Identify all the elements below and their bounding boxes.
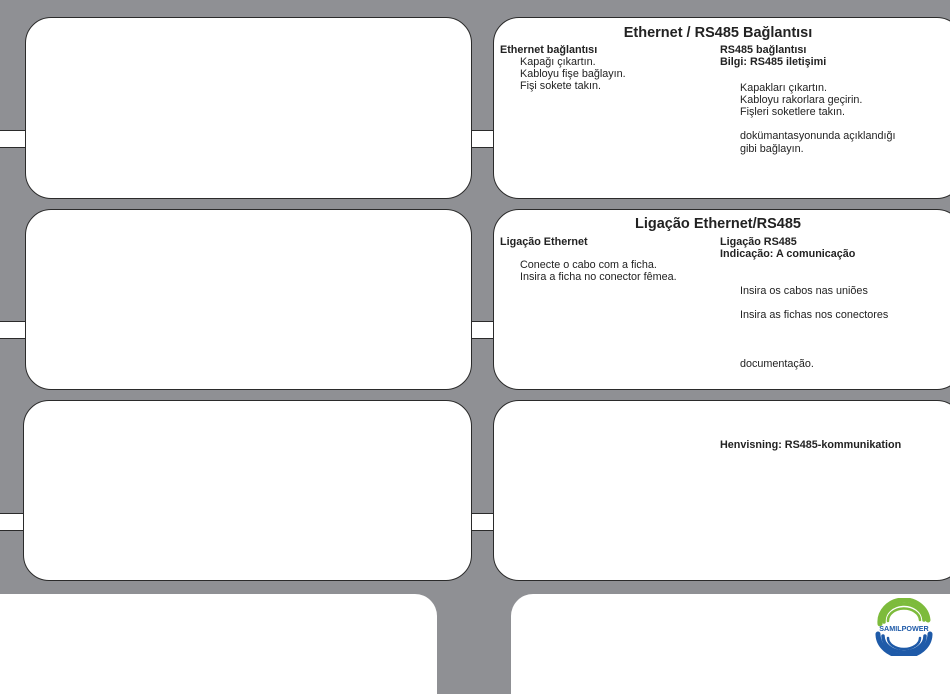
rs485-note-text: dokümantasyonunda açıklandığı: [740, 130, 896, 142]
rs485-step: Insira os cabos nas uniões: [740, 285, 868, 297]
rs485-step: Insira as fichas nos conectores: [740, 309, 889, 321]
ethernet-heading: Ethernet bağlantısı: [500, 44, 598, 56]
ethernet-step: Kapağı çıkartın.: [520, 56, 596, 68]
ethernet-step: Fişi sokete takın.: [520, 80, 602, 92]
logo-text: SAMILPOWER: [879, 624, 929, 633]
section-title: Ethernet / RS485 Bağlantısı: [623, 25, 813, 41]
rs485-heading: Ligação RS485: [720, 236, 797, 248]
rs485-note-text: gibi bağlayın.: [740, 143, 804, 155]
rs485-note-heading: Indicação: A comunicação: [720, 248, 856, 260]
rs485-note-text: documentação.: [740, 358, 814, 370]
rs485-note-heading: Henvisning: RS485-kommunikation: [720, 439, 902, 451]
rs485-step: Fişleri soketlere takın.: [740, 106, 846, 118]
ethernet-step: Insira a ficha no conector fêmea.: [520, 271, 677, 283]
ethernet-step: Conecte o cabo com a ficha.: [520, 259, 657, 271]
left-panel-1: [25, 17, 472, 199]
samilpower-logo: [872, 598, 936, 656]
left-panel-3: [23, 400, 472, 581]
rs485-step: Kapakları çıkartın.: [740, 82, 828, 94]
ethernet-step: Kabloyu fişe bağlayın.: [520, 68, 626, 80]
logo-swoosh: [888, 608, 920, 621]
rs485-heading: RS485 bağlantısı: [720, 44, 807, 56]
bottom-sheet-left: [0, 594, 437, 694]
left-tab: [0, 130, 28, 148]
rs485-step: Kabloyu rakorlara geçirin.: [740, 94, 863, 106]
logo-swoosh: [888, 638, 920, 649]
ethernet-heading: Ligação Ethernet: [500, 236, 588, 248]
section-title: Ligação Ethernet/RS485: [635, 216, 801, 232]
left-panel-2: [25, 209, 472, 390]
left-tab: [0, 321, 28, 339]
right-panel-3: [493, 400, 950, 581]
rs485-note-heading: Bilgi: RS485 iletişimi: [720, 56, 827, 68]
